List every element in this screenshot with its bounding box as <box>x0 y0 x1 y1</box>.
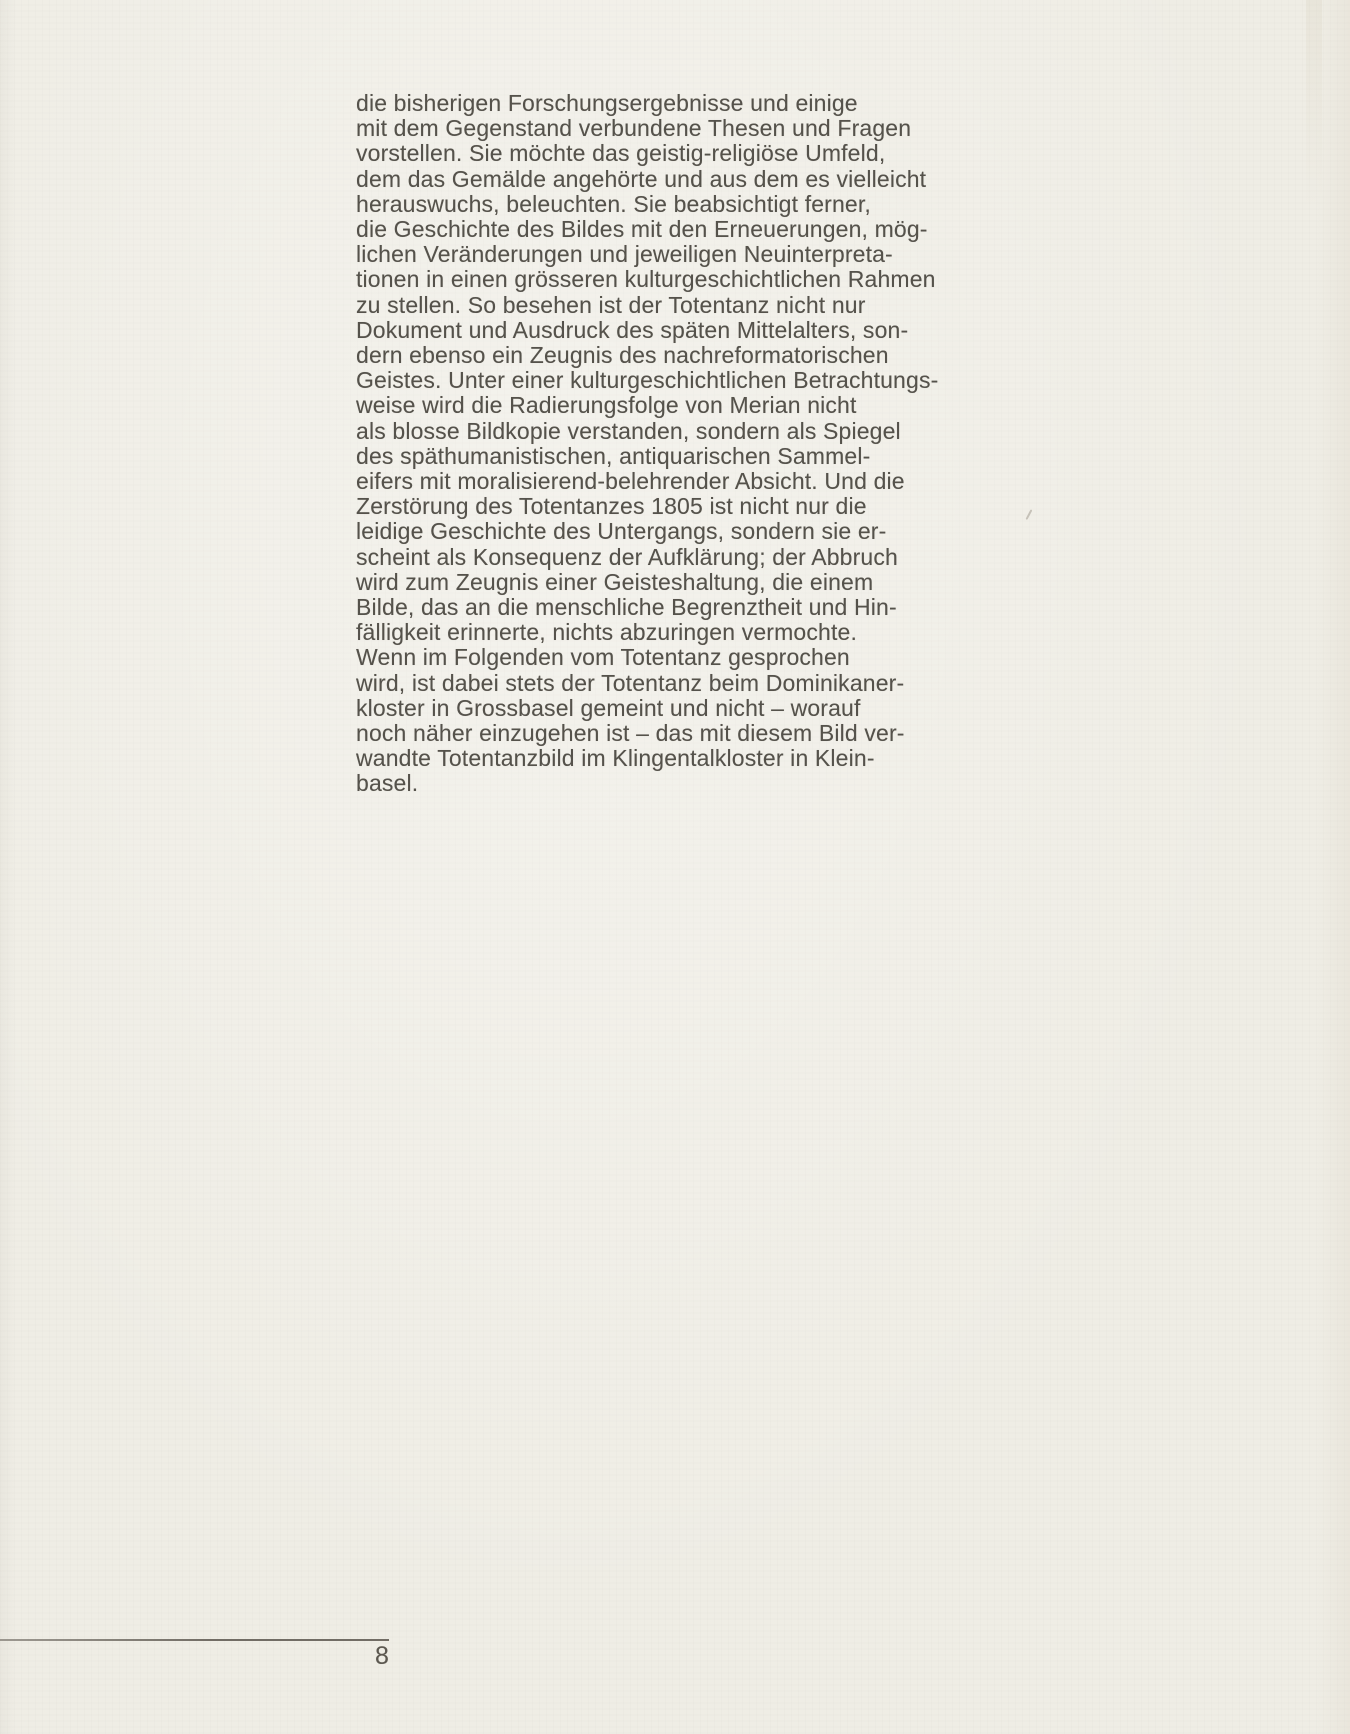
text-line: noch näher einzugehen ist – das mit diesem Bild ver- <box>356 720 905 747</box>
text-line: wandte Totentanzbild im Klingentalkloster in Klein- <box>356 745 875 772</box>
text-line: weise wird die Radierungsfolge von Merian nicht <box>356 392 857 419</box>
text-line: dem das Gemälde angehörte und aus dem es vielleicht <box>356 165 927 192</box>
page-number: 8 <box>375 1642 389 1670</box>
text-line: wird, ist dabei stets der Totentanz beim Dominikaner- <box>356 669 905 696</box>
text-line: als blosse Bildkopie verstanden, sondern als Spiegel <box>356 417 901 444</box>
text-line: kloster in Grossbasel gemeint und nicht – worauf <box>356 694 861 721</box>
text-line: herauswuchs, beleuchten. Sie beabsichtigt ferner, <box>356 190 871 217</box>
body-text-block <box>356 91 996 797</box>
text-line: wird zum Zeugnis einer Geisteshaltung, die einem <box>356 568 874 595</box>
text-line: Dokument und Ausdruck des späten Mittelalters, son- <box>356 316 909 343</box>
text-line: die bisherigen Forschungsergebnisse und einige <box>356 90 858 116</box>
text-line: fälligkeit erinnerte, nichts abzuringen vermochte. <box>356 619 857 646</box>
text-line: tionen in einen grösseren kulturgeschichtlichen Rahmen <box>356 266 936 293</box>
text-line: basel. <box>356 770 419 797</box>
text-line: mit dem Gegenstand verbundene Thesen und Fragen <box>356 115 912 142</box>
text-line: dern ebenso ein Zeugnis des nachreformatorischen <box>356 342 889 369</box>
text-line: die Geschichte des Bildes mit den Erneuerungen, mög- <box>356 216 928 243</box>
text-line: Zerstörung des Totentanzes 1805 ist nicht nur die <box>356 493 867 520</box>
text-line: Bilde, das an die menschliche Begrenztheit und Hin- <box>356 594 897 621</box>
text-line: leidige Geschichte des Untergangs, sondern sie er- <box>356 518 887 545</box>
text-line: eifers mit moralisierend-belehrender Absicht. Und die <box>356 468 905 495</box>
scan-speck <box>1026 509 1032 519</box>
text-line: lichen Veränderungen und jeweiligen Neuinterpreta- <box>356 241 893 268</box>
text-line: scheint als Konsequenz der Aufklärung; der Abbruch <box>356 543 898 570</box>
scan-edge-streak <box>1306 0 1322 210</box>
text-line: zu stellen. So besehen ist der Totentanz nicht nur <box>356 291 866 318</box>
footer-rule <box>0 1639 389 1641</box>
text-line: Geistes. Unter einer kulturgeschichtlichen Betrachtungs- <box>356 367 939 394</box>
text-line: vorstellen. Sie möchte das geistig-religiöse Umfeld, <box>356 140 886 167</box>
text-line: Wenn im Folgenden vom Totentanz gesprochen <box>356 644 850 671</box>
text-line: des späthumanistischen, antiquarischen Sammel- <box>356 442 871 469</box>
